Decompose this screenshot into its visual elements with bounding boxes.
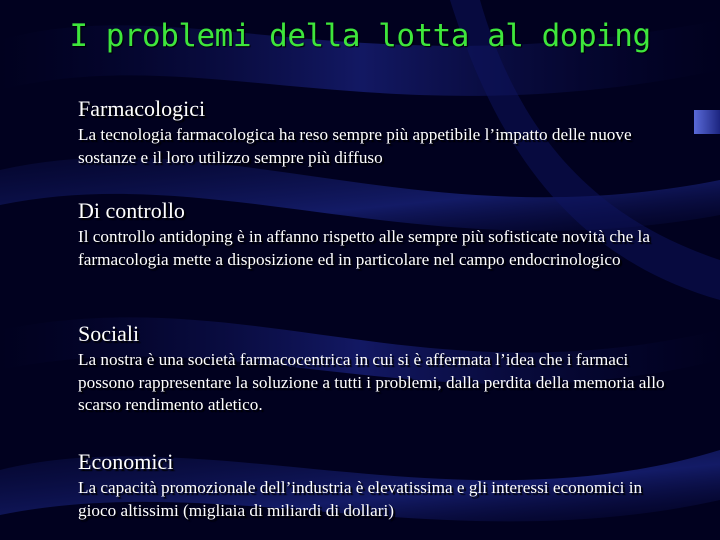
section-farmacologici (78, 97, 678, 169)
section-heading: Di controllo (78, 198, 185, 223)
section-sociali (78, 322, 678, 417)
slide-title: I problemi della lotta al doping (69, 18, 651, 54)
section-body: La nostra è una società farmacocentrica in cui si è affermata l’idea che i farmaci possono rappresentare la soluzione a tutti i problemi, dalla perdita della memoria allo scarso rendimento atletico. (78, 350, 665, 414)
section-heading: Economici (78, 449, 174, 474)
section-economici (78, 450, 678, 522)
section-body: La tecnologia farmacologica ha reso sempre più appetibile l’impatto delle nuove sostanze e il loro utilizzo sempre più diffuso (78, 125, 632, 167)
section-heading: Sociali (78, 321, 140, 346)
section-body: La capacità promozionale dell’industria è elevatissima e gli interessi economici in gioco altissimi (migliaia di miliardi di dollari) (78, 478, 643, 520)
section-di-controllo (78, 199, 678, 271)
section-heading: Farmacologici (78, 96, 206, 121)
section-body: Il controllo antidoping è in affanno rispetto alle sempre più sofisticate novità che la farmacologia mette a disposizione ed in particolare nel campo endocrinologico (78, 227, 650, 269)
